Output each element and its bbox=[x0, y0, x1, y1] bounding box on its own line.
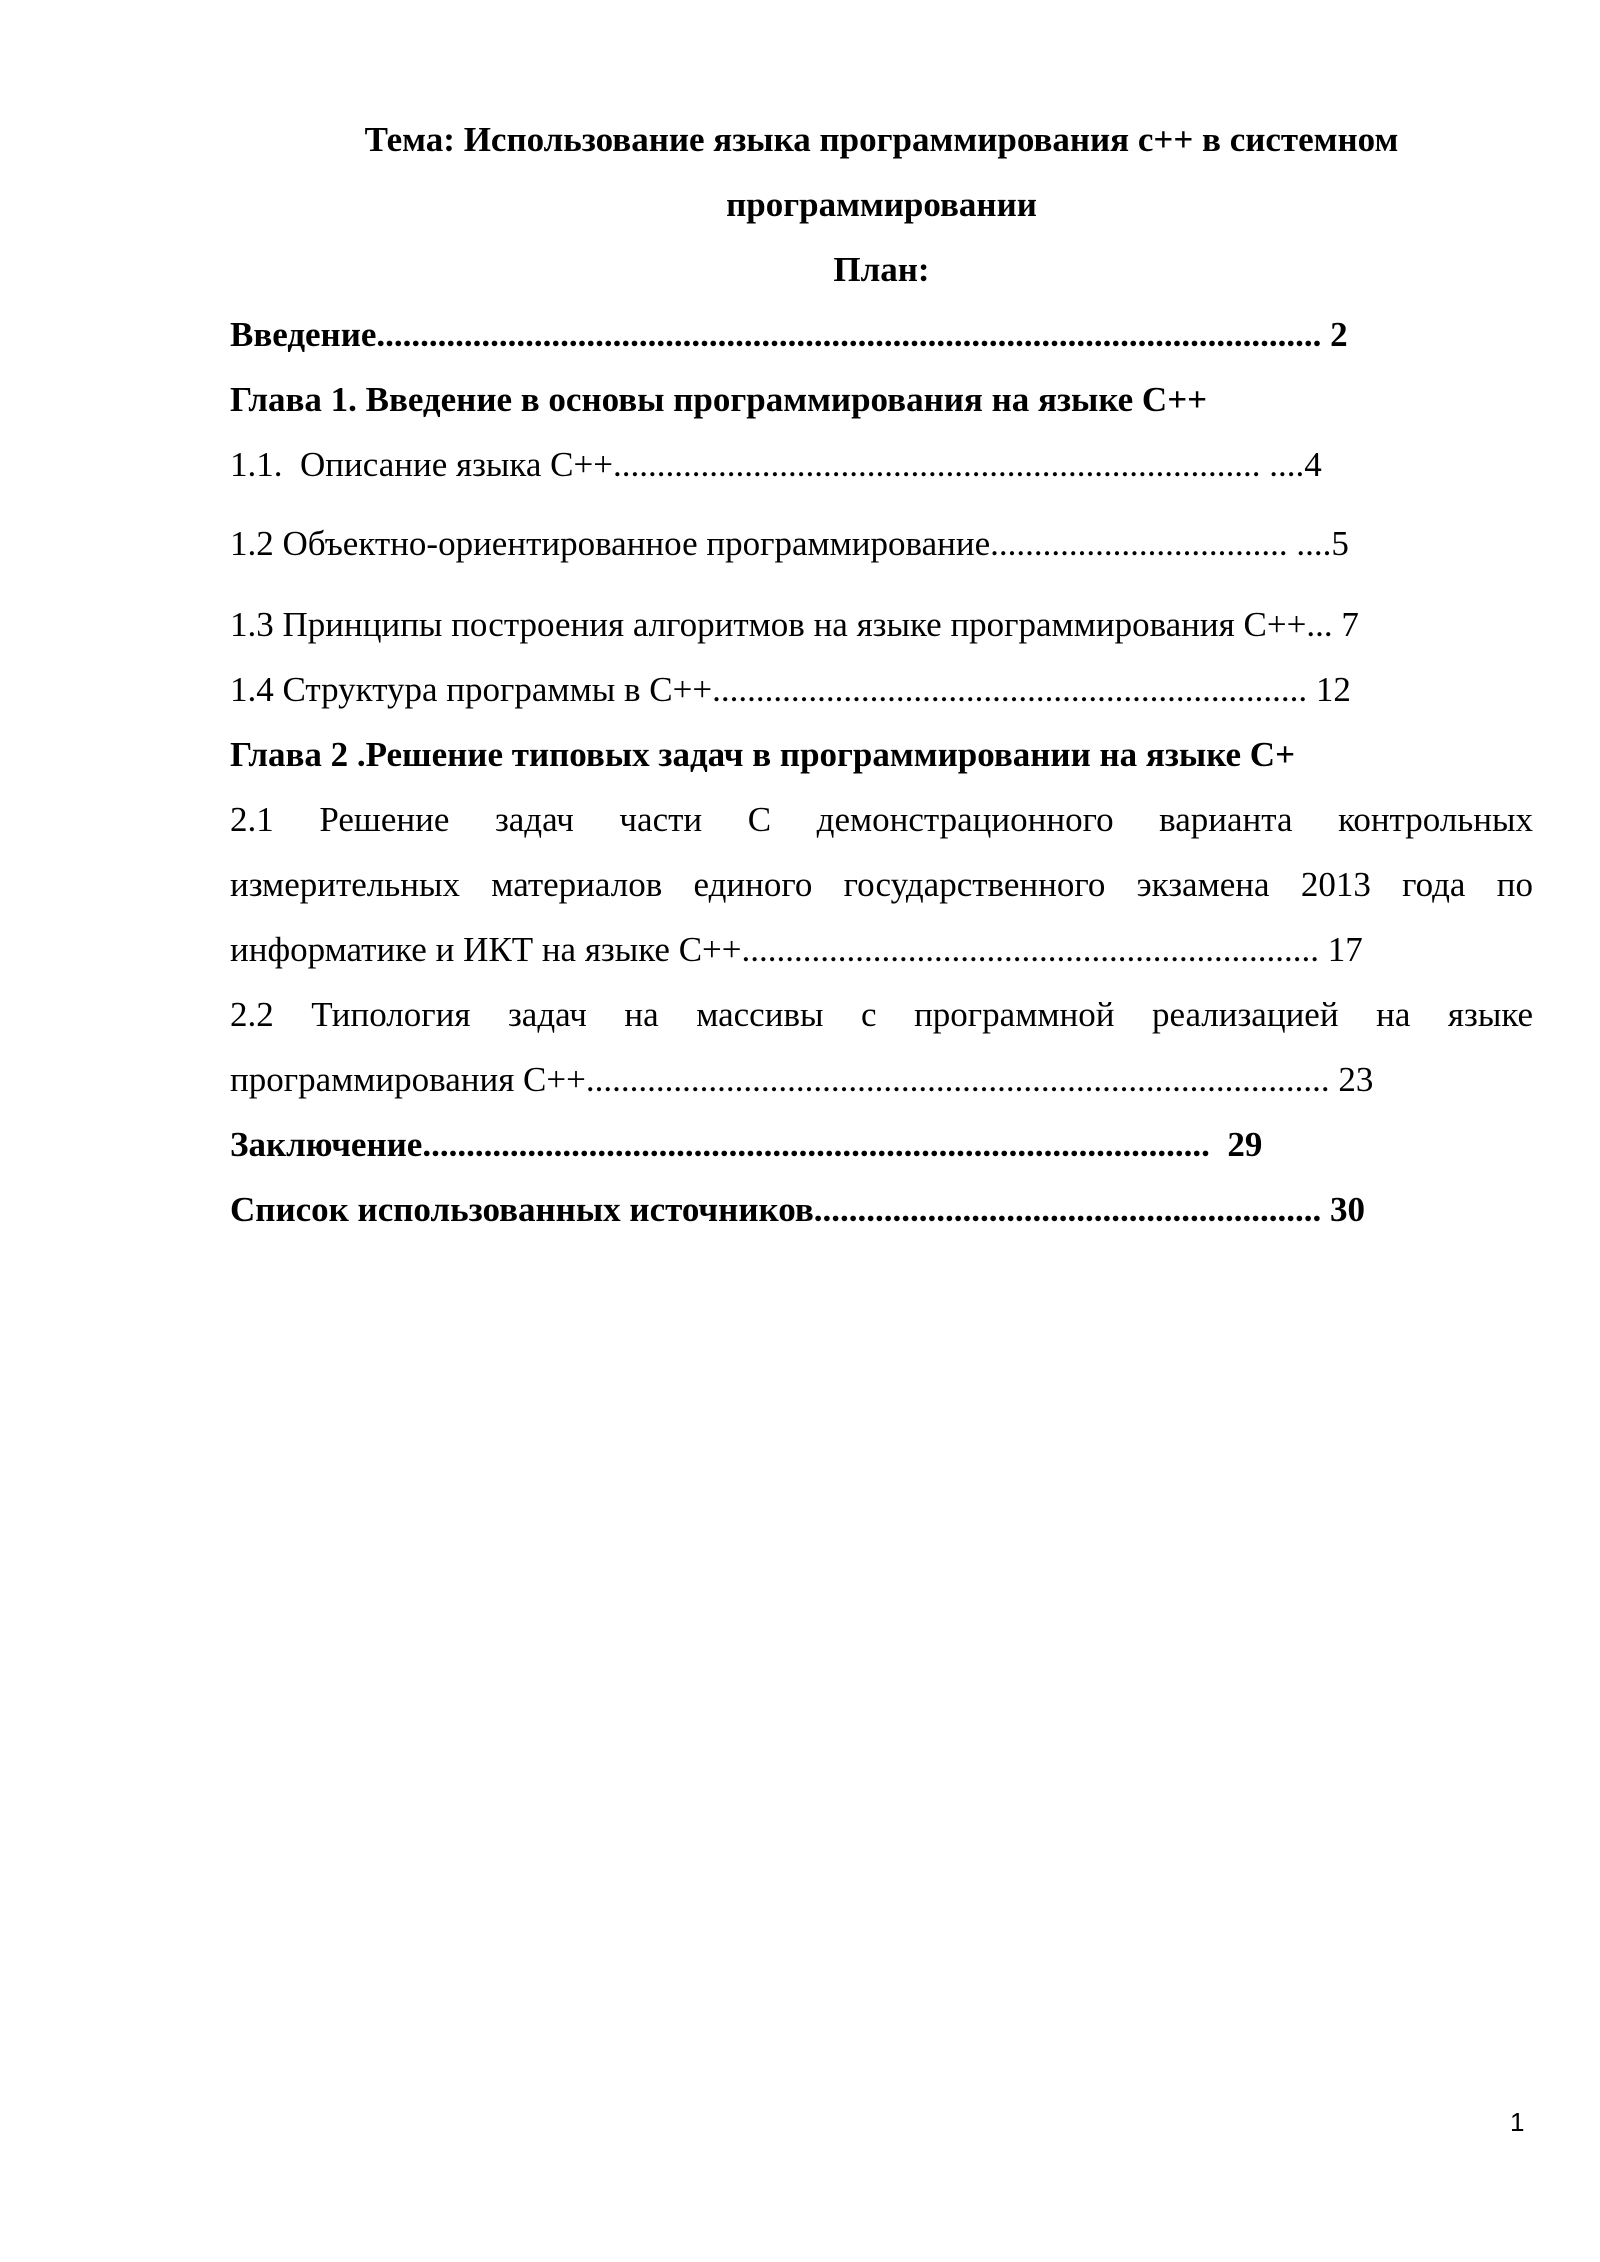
toc-section-2-1-line-3: информатике и ИКТ на языке С++.................................................................. 17 bbox=[230, 930, 1363, 969]
page-number: 1 bbox=[1510, 2107, 1525, 2137]
toc-section-2-2-line-2: программирования С++..................................................................................... 23 bbox=[230, 1060, 1374, 1099]
toc-section-2-2-line-1: 2.2 Типология задач на массивы с программной реализацией на языке bbox=[230, 995, 1533, 1034]
toc-section-2-1-line-1: 2.1 Решение задач части С демонстрационного варианта контрольных bbox=[230, 800, 1533, 839]
toc-section-1-2: 1.2 Объектно-ориентированное программирование.................................. ....5 bbox=[230, 524, 1349, 563]
toc-intro: Введение............................................................................................................ 2 bbox=[230, 315, 1348, 354]
title-line-1: Тема: Использование языка программирования с++ в системном bbox=[364, 120, 1399, 159]
plan-heading: План: bbox=[833, 250, 930, 289]
toc-chapter-2: Глава 2 .Решение типовых задач в программировании на языке С+ bbox=[230, 735, 1296, 774]
title-line-2: программировании bbox=[726, 185, 1037, 224]
toc-section-1-4: 1.4 Структура программы в С++.................................................................... 12 bbox=[230, 670, 1351, 709]
toc-chapter-1: Глава 1. Введение в основы программирования на языке С++ bbox=[230, 380, 1208, 419]
toc-section-1-1: 1.1. Описание языка С++.......................................................................... ....4 bbox=[230, 445, 1322, 484]
toc-sources: Список использованных источников.......................................................... 30 bbox=[230, 1190, 1365, 1229]
toc-section-2-1-line-2: измерительных материалов единого государственного экзамена 2013 года по bbox=[230, 865, 1533, 904]
toc-section-1-3: 1.3 Принципы построения алгоритмов на языке программирования С++... 7 bbox=[230, 605, 1359, 644]
toc-conclusion: Заключение.......................................................................................... 29 bbox=[230, 1125, 1263, 1164]
